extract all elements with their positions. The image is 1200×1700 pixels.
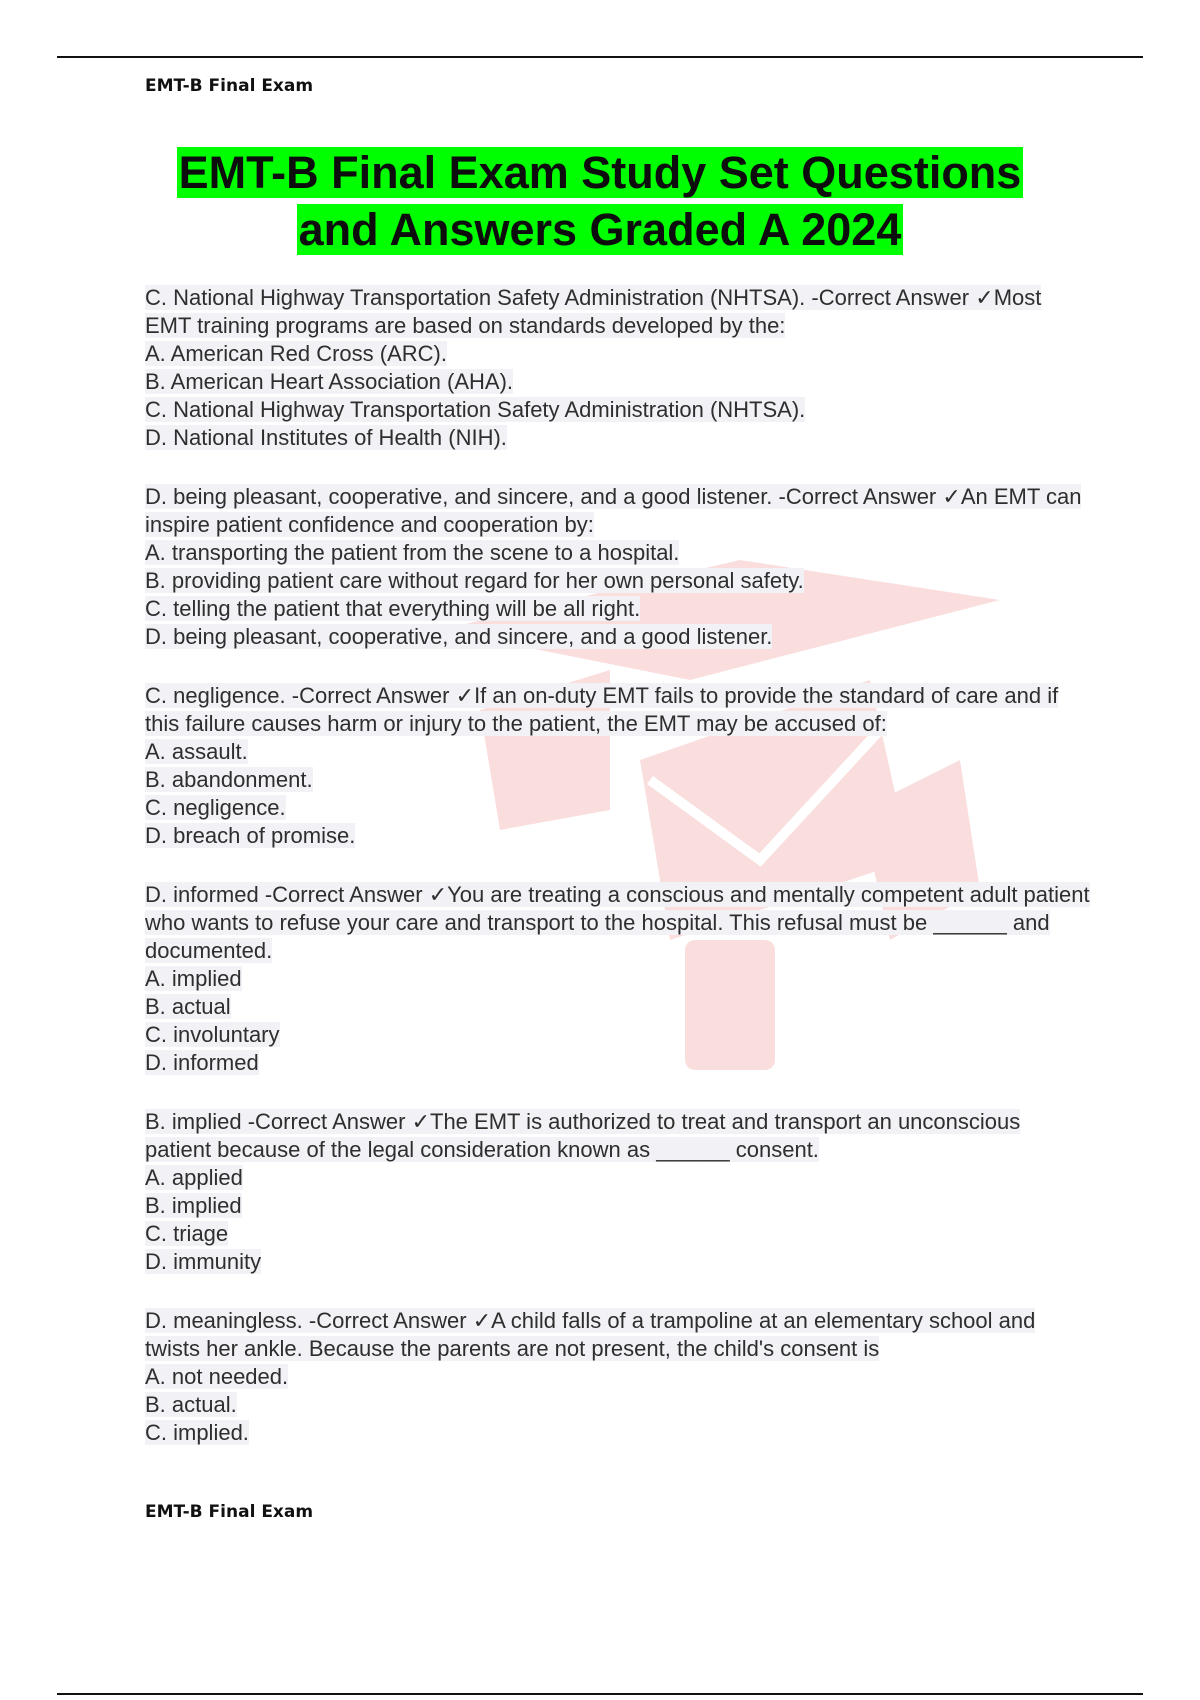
question-prompt: The EMT is authorized to treat and transport an unconscious patient because of the legal consideration known as ______ consent. — [145, 1109, 1021, 1162]
option-item: B. American Heart Association (AHA). — [145, 369, 514, 394]
option-item: A. American Red Cross (ARC). — [145, 341, 447, 366]
option-list — [145, 1363, 1090, 1447]
correct-answer-marker: -Correct Answer — [778, 484, 937, 509]
option-item: C. triage — [145, 1221, 229, 1246]
correct-answer: B. implied — [145, 1109, 242, 1134]
correct-answer-marker: -Correct Answer — [291, 683, 450, 708]
question-block — [145, 881, 1090, 1077]
title-line-2: and Answers Graded A 2024 — [298, 204, 902, 255]
correct-answer-marker: -Correct Answer — [247, 1109, 406, 1134]
question-text — [145, 284, 1090, 340]
option-item: C. telling the patient that everything will be all right. — [145, 596, 641, 621]
option-item: A. transporting the patient from the scene to a hospital. — [145, 540, 680, 565]
correct-answer: C. negligence. — [145, 683, 286, 708]
option-list — [145, 340, 1090, 452]
option-item: B. actual — [145, 994, 231, 1019]
option-item: A. implied — [145, 966, 242, 991]
document-title — [0, 144, 1200, 258]
option-item: C. National Highway Transportation Safety Administration (NHTSA). — [145, 397, 806, 422]
option-item: C. negligence. — [145, 795, 286, 820]
option-list — [145, 1164, 1090, 1276]
option-item: B. providing patient care without regard for her own personal safety. — [145, 568, 804, 593]
question-text — [145, 483, 1090, 539]
option-item: A. not needed. — [145, 1364, 289, 1389]
checkmark-icon: ✓ — [411, 1109, 430, 1134]
title-line-1: EMT-B Final Exam Study Set Questions — [178, 147, 1022, 198]
option-item: D. informed — [145, 1050, 259, 1075]
correct-answer-marker: -Correct Answer — [308, 1308, 467, 1333]
option-item: D. breach of promise. — [145, 823, 356, 848]
option-item: B. implied — [145, 1193, 242, 1218]
option-list — [145, 738, 1090, 850]
checkmark-icon: ✓ — [428, 882, 448, 907]
question-text — [145, 1108, 1090, 1164]
question-block — [145, 1307, 1090, 1447]
option-list — [145, 539, 1090, 651]
question-text — [145, 1307, 1090, 1363]
checkmark-icon: ✓ — [942, 484, 961, 509]
question-prompt: Most EMT training programs are based on standards developed by the: — [145, 285, 1042, 338]
checkmark-icon: ✓ — [975, 285, 994, 310]
option-item: C. involuntary — [145, 1022, 280, 1047]
question-text — [145, 682, 1090, 738]
header-rule — [57, 56, 1143, 58]
correct-answer: D. being pleasant, cooperative, and sincere, and a good listener. — [145, 484, 773, 509]
option-item: A. assault. — [145, 739, 248, 764]
question-prompt: You are treating a conscious and mentally competent adult patient who wants to refuse your care and transport to the hospital. This refusal must be ______ and documented. — [145, 882, 1090, 963]
running-header: EMT-B Final Exam — [145, 76, 314, 96]
option-item: A. applied — [145, 1165, 243, 1190]
correct-answer: D. informed — [145, 882, 259, 907]
question-block — [145, 1108, 1090, 1276]
footer-rule — [57, 1693, 1143, 1695]
option-item: D. immunity — [145, 1249, 262, 1274]
option-item: D. being pleasant, cooperative, and sincere, and a good listener. — [145, 624, 773, 649]
option-item: B. actual. — [145, 1392, 237, 1417]
question-list — [145, 284, 1090, 1478]
question-block — [145, 682, 1090, 850]
correct-answer: D. meaningless. — [145, 1308, 303, 1333]
correct-answer: C. National Highway Transportation Safety Administration (NHTSA). — [145, 285, 806, 310]
question-prompt: If an on-duty EMT fails to provide the standard of care and if this failure causes harm or injury to the patient, the EMT may be accused of: — [145, 683, 1059, 736]
checkmark-icon: ✓ — [472, 1308, 492, 1333]
question-prompt: An EMT can inspire patient confidence and cooperation by: — [145, 484, 1082, 537]
question-block — [145, 483, 1090, 651]
option-item: D. National Institutes of Health (NIH). — [145, 425, 507, 450]
correct-answer-marker: -Correct Answer — [264, 882, 423, 907]
running-footer: EMT-B Final Exam — [145, 1502, 314, 1522]
option-list — [145, 965, 1090, 1077]
correct-answer-marker: -Correct Answer — [811, 285, 970, 310]
question-text — [145, 881, 1090, 965]
option-item: C. implied. — [145, 1420, 249, 1445]
checkmark-icon: ✓ — [455, 683, 475, 708]
question-block — [145, 284, 1090, 452]
question-prompt: A child falls of a trampoline at an elementary school and twists her ankle. Because the parents are not present, the child's consent is — [145, 1308, 1036, 1361]
option-item: B. abandonment. — [145, 767, 313, 792]
